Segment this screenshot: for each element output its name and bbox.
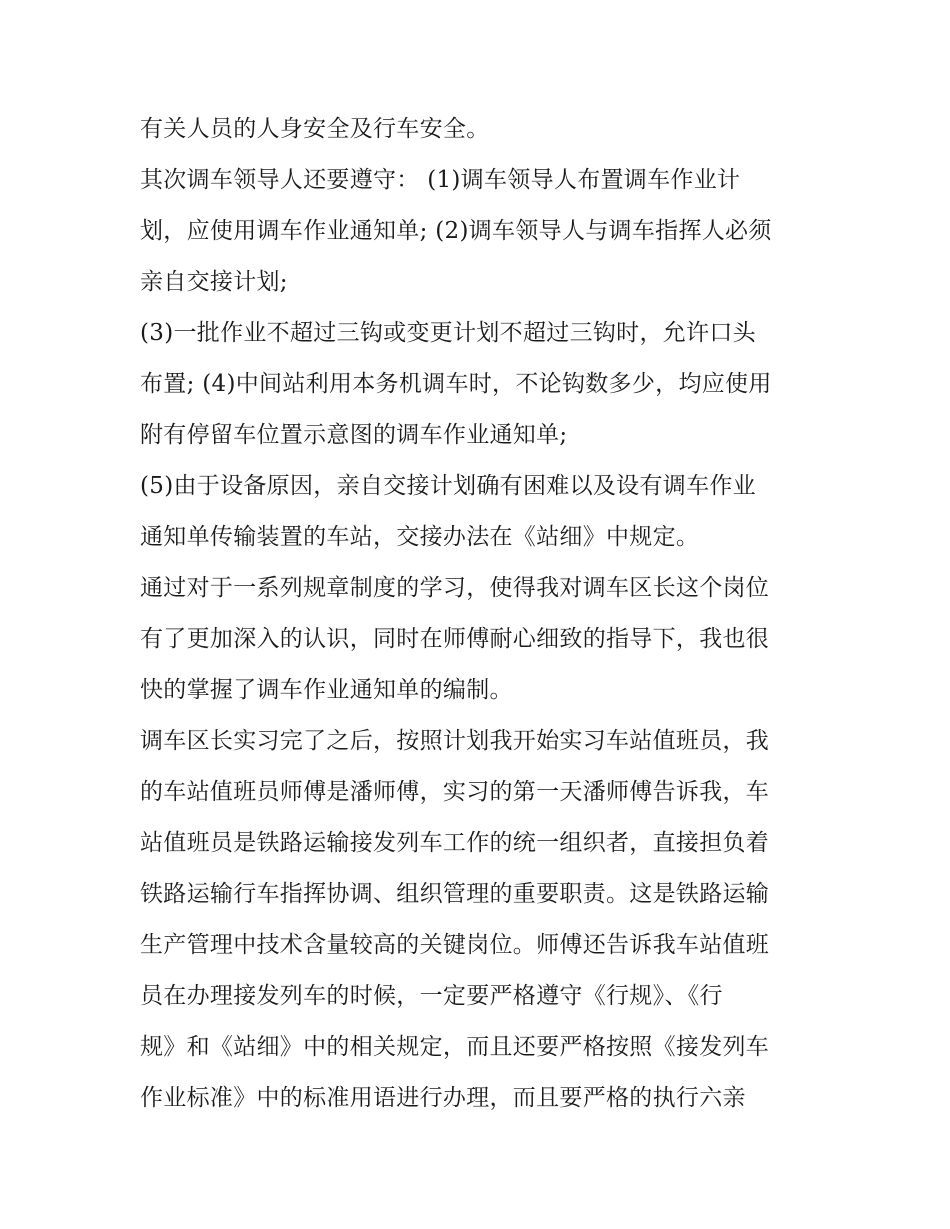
text-line: 作业标准》中的标准用语进行办理，而且要严格的执行六亲: [140, 1085, 746, 1111]
text-line: 布置; (4)中间站利用本务机调车时，不论钩数多少，均应使用: [140, 371, 772, 397]
text-line: 有了更加深入的认识，同时在师傅耐心细致的指导下，我也很: [140, 626, 770, 652]
text-line: 其次调车领导人还要遵守： (1)调车领导人布置调车作业计: [140, 167, 741, 193]
text-line: 附有停留车位置示意图的调车作业通知单;: [140, 422, 568, 448]
text-line: 快的掌握了调车作业通知单的编制。: [140, 677, 513, 703]
text-line: 亲自交接计划;: [140, 269, 288, 295]
text-line: 员在办理接发列车的时候，一定要严格遵守《行规》、《行: [140, 983, 723, 1009]
text-line: 站值班员是铁路运输接发列车工作的统一组织者，直接担负着: [140, 830, 770, 856]
text-line: 生产管理中技术含量较高的关键岗位。师傅还告诉我车站值班: [140, 932, 770, 958]
text-line: (3)一批作业不超过三钩或变更计划不超过三钩时，允许口头: [140, 320, 756, 346]
text-line: (5)由于设备原因，亲自交接计划确有困难以及设有调车作业: [140, 473, 756, 499]
text-line: 的车站值班员师傅是潘师傅，实习的第一天潘师傅告诉我，车: [140, 779, 770, 805]
text-line: 通过对于一系列规章制度的学习，使得我对调车区长这个岗位: [140, 575, 770, 601]
text-line: 通知单传输装置的车站，交接办法在《站细》中规定。: [140, 524, 700, 550]
text-line: 调车区长实习完了之后，按照计划我开始实习车站值班员，我: [140, 728, 770, 754]
text-line: 规》和《站细》中的相关规定，而且还要严格按照《接发列车: [140, 1034, 770, 1060]
text-line: 铁路运输行车指挥协调、组织管理的重要职责。这是铁路运输: [140, 881, 770, 907]
text-line: 有关人员的人身安全及行车安全。: [140, 116, 490, 142]
body-text: [140, 104, 830, 1124]
text-line: 划，应使用调车作业通知单; (2)调车领导人与调车指挥人必须: [140, 218, 772, 244]
